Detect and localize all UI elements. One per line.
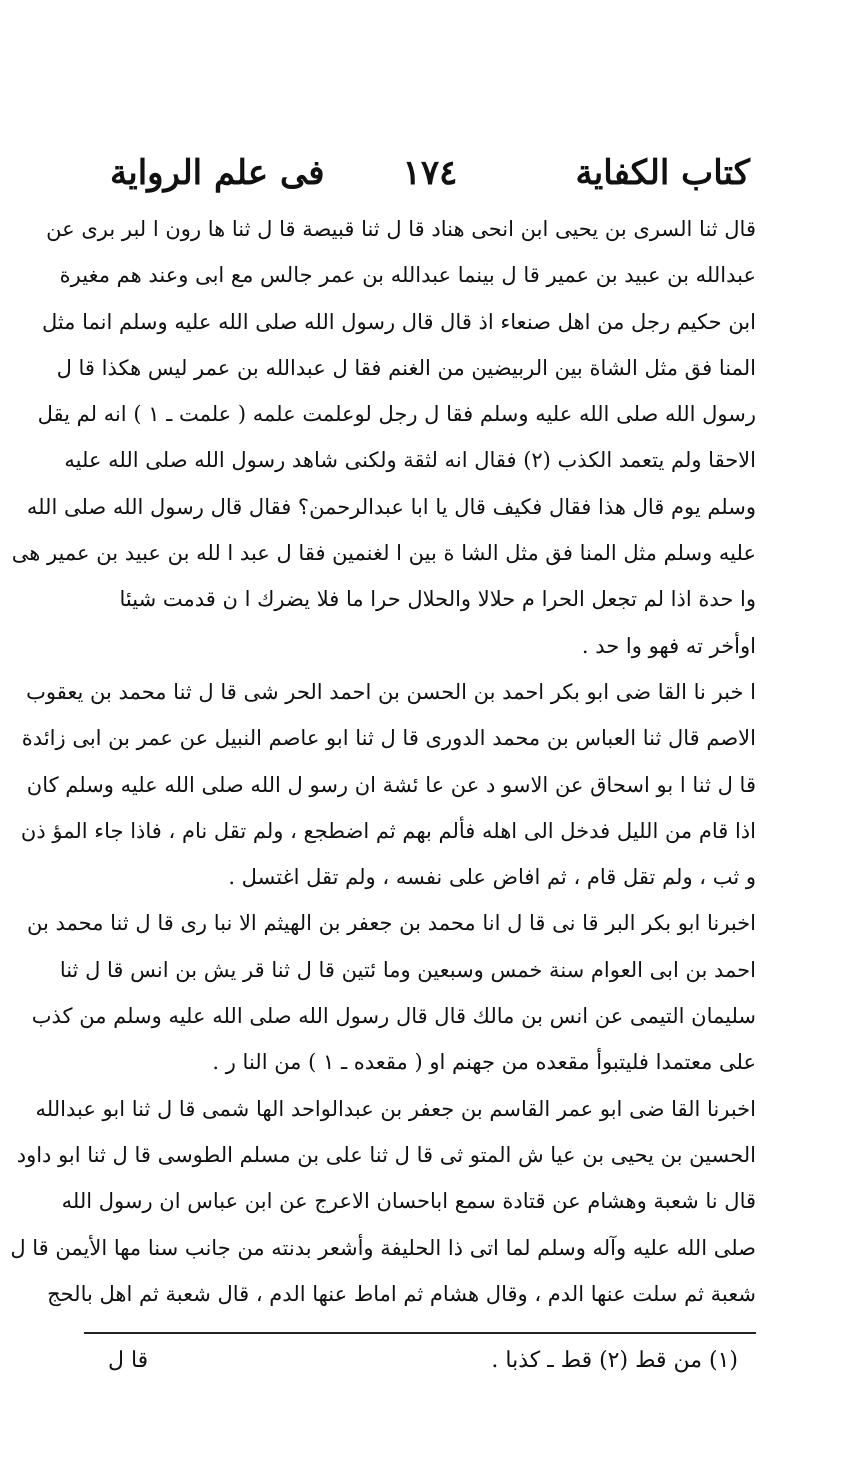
text-line: وا حدة اذا لم تجعل الحرا م حلالا والحلال حرا ما فلا يضرك ا ن قدمت شيئا [119,587,756,612]
text-line: عبدالله بن عبيد بن عمير قا ل بينما عبدالله بن عمر جالس مع ابى وعند هم مغيرة [59,263,756,288]
footnote: (١) من قط (٢) قط ـ كذبا . [491,1348,738,1373]
text-line: الاحقا ولم يتعمد الكذب (٢) فقال انه لثقة ولكنى شاهد رسول الله صلى الله عليه [64,448,756,473]
text-line: قال ثنا السرى بن يحيى ابن انحى هناد قا ل ثنا قبيصة قا ل ثنا ها رون ا لبر برى عن [46,217,756,241]
text-line: اخبرنا القا ضى ابو عمر القاسم بن جعفر بن عبدالواحد الها شمى قا ل ثنا ابو عبدالله [35,1096,756,1121]
text-line: شعبة ثم سلت عنها الدم ، وقال هشام ثم اماط عنها الدم ، قال شعبة ثم اهل بالحج [47,1281,756,1306]
text-line: و ثب ، ولم تقل قام ، ثم افاض على نفسه ، ولم تقل اغتسل . [228,865,756,890]
text-line: الحسين بن يحيى بن عيا ش المتو ثى قا ل ثنا على بن مسلم الطوسى قا ل ثنا ابو داود [16,1142,756,1167]
text-line: رسول الله صلى الله عليه وسلم فقا ل رجل لوعلمت علمه ( علمت ـ ١ ) انه لم يقل [37,402,756,427]
page-header [110,148,750,198]
text-line: ا خبر نا القا ضى ابو بكر احمد بن الحسن بن احمد الحر شى قا ل ثنا محمد بن يعقوب [26,679,756,704]
text-line: اوأخر ته فهو وا حد . [581,633,756,658]
text-line: صلى الله عليه وآله وسلم لما اتى ذا الحليفة وأشعر بدنته من جانب سنا مها الأيمن قا ل [10,1235,756,1260]
text-line: سليمان التيمى عن انس بن مالك قال قال رسول الله صلى الله عليه وسلم من كذب [31,1004,756,1029]
text-line: وسلم يوم قال هذا فقال فكيف قال يا ابا عبدالرحمن؟ فقال قال رسول الله صلى الله [26,494,756,519]
footnote-divider [84,1332,756,1334]
text-line: قا ل ثنا ا بو اسحاق عن الاسو د عن عا ئشة ان رسو ل الله صلى الله عليه وسلم كان [26,772,756,797]
subject-title: فى علم الرواية [110,153,325,193]
catchword: قا ل [108,1348,149,1373]
text-line: احمد بن ابى العوام سنة خمس وسبعين وما ئتين قا ل ثنا قر يش بن انس قا ل ثنا [59,957,756,982]
page-number: ١٧٤ [402,153,458,193]
book-title: كتاب الكفاية [575,153,750,193]
text-line: اذا قام من الليل فدخل الى اهله فألم بهم ثم اضطجع ، ولم تقل نام ، فاذا جاء المؤ ذن [20,818,756,843]
text-line: الاصم قال ثنا العباس بن محمد الدورى قا ل ثنا ابو عاصم النبيل عن عمر بن ابى زائدة [21,726,756,751]
text-line: اخبرنا ابو بكر البر قا نى قا ل انا محمد بن جعفر بن الهيثم الا نبا رى قا ل ثنا محمد بن [27,911,756,936]
text-line: ابن حكيم رجل من اهل صنعاء اذ قال قال رسول الله صلى الله عليه وسلم انما مثل [41,309,756,334]
text-line: المنا فق مثل الشاة بين الربيضين من الغنم فقا ل عبدالله بن عمر ليس هكذا قا ل [56,355,756,380]
text-line: قال نا شعبة وهشام عن قتادة سمع اباحسان الاعرج عن ابن عباس ان رسول الله [61,1189,756,1214]
text-line: على معتمدا فليتبوأ مقعده من جهنم او ( مقعده ـ ١ ) من النا ر . [212,1050,756,1075]
text-line: عليه وسلم مثل المنا فق مثل الشا ة بين ا لغنمين فقا ل عبد ا لله بن عبيد بن عمير هى [11,541,756,566]
body-text [10,206,756,1317]
